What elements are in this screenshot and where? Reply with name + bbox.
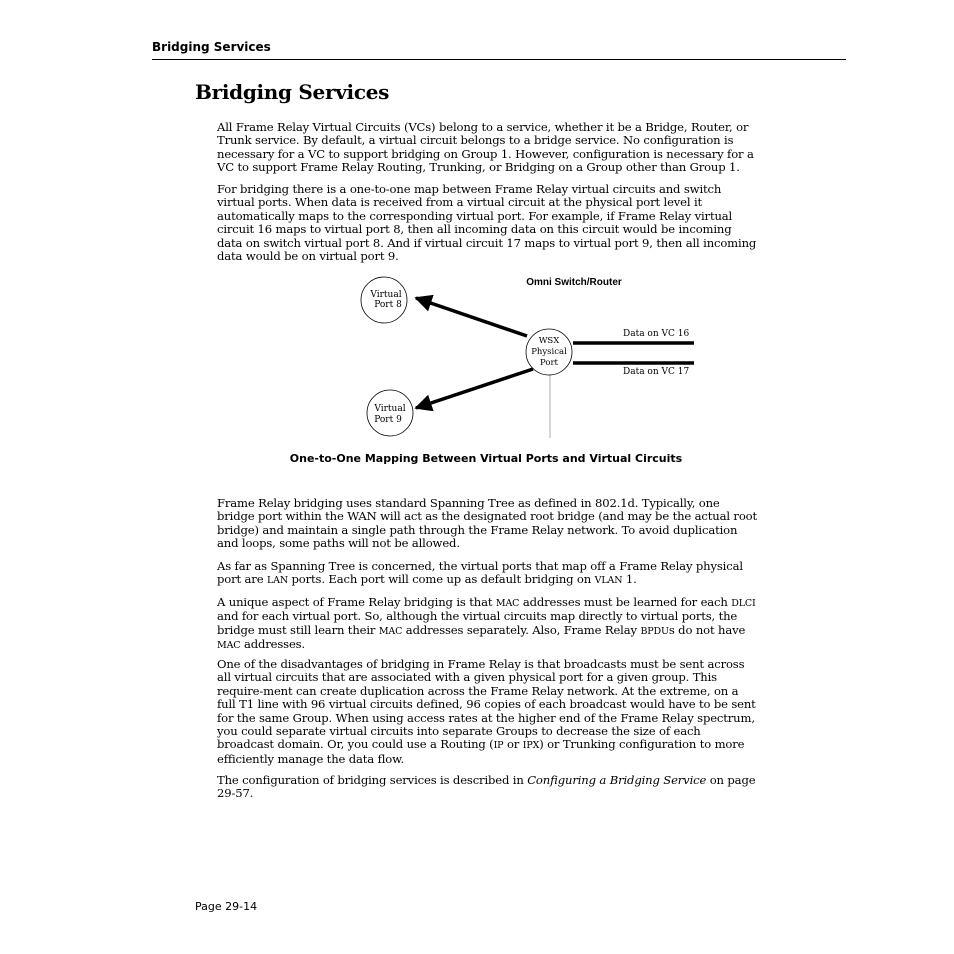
vp8-label-line2: Port 8 <box>374 300 402 310</box>
arrow-to-port-8 <box>416 298 527 336</box>
page-number: Page 29-14 <box>195 900 258 913</box>
wsx-label-line2: Physical <box>531 347 567 357</box>
paragraph-mac-learning: A unique aspect of Frame Relay bridging is that MAC addresses must be learned for each DLCI and for each virtual port. So, although the virtual circuits map directly to virtual ports, the bridge must still learn their MAC addresses separately. Also, Frame Relay BPDUs do not have MAC addresses. <box>217 595 756 652</box>
wsx-label-line1: WSX <box>538 336 560 346</box>
vp9-label-line1: Virtual <box>374 404 406 414</box>
vc17-label: Data on VC 17 <box>623 367 690 377</box>
vc16-label: Data on VC 16 <box>623 329 690 339</box>
switch-label: Omni Switch/Router <box>526 277 622 288</box>
vp8-label-line1: Virtual <box>370 290 402 300</box>
section-title: Bridging Services <box>195 80 390 104</box>
paragraph-one-to-one-map: For bridging there is a one-to-one map between Frame Relay virtual circuits and switch virtual ports. When data is received from a virtual circuit at the physical port level it automatically maps to the corresponding virtual port. For example, if Frame Relay virtual circuit 16 maps to virtual port 8, then all incoming data on this circuit would be incoming data on switch virtual port 8. And if virtual circuit 17 maps to virtual port 9, then all incoming data would be on virtual port 9. <box>217 182 757 264</box>
vp9-label-line2: Port 9 <box>374 415 402 425</box>
wsx-label-line3: Port <box>540 358 558 368</box>
paragraph-configuration-reference: The configuration of bridging services is described in Configuring a Bridging Service on page 29-57. <box>217 773 756 801</box>
running-header: Bridging Services <box>152 40 271 54</box>
figure-caption: One-to-One Mapping Between Virtual Ports and Virtual Circuits <box>289 452 683 465</box>
arrow-to-port-9 <box>416 369 533 408</box>
paragraph-virtual-ports: As far as Spanning Tree is concerned, the virtual ports that map off a Frame Relay physical port are LAN ports. Each port will come up as default bridging on VLAN 1. <box>217 559 743 587</box>
header-rule <box>152 59 846 60</box>
paragraph-spanning-tree: Frame Relay bridging uses standard Spanning Tree as defined in 802.1d. Typically, one bridge port within the WAN will act as the designated root bridge (and may be the actual root bridge) and maintain a single path through the Frame Relay network. To avoid duplication and loops, some paths will not be allowed. <box>217 496 757 551</box>
cross-reference-link[interactable]: Configuring a Bridging Service <box>527 773 707 787</box>
paragraph-vc-services: All Frame Relay Virtual Circuits (VCs) belong to a service, whether it be a Bridge, Router, or Trunk service. By default, a virtual circuit belongs to a bridge service. No configuration is necessary for a VC to support bridging on Group 1. However, configuration is necessary for a VC to support Frame Relay Routing, Trunking, or Bridging on a Group other than Group 1. <box>217 120 754 175</box>
mapping-diagram <box>340 268 720 448</box>
paragraph-broadcasts: One of the disadvantages of bridging in Frame Relay is that broadcasts must be sent across all virtual circuits that are associated with a given physical port for a given group. This require-ment can create duplication across the Frame Relay network. At the extreme, on a full T1 line with 96 virtual circuits defined, 96 copies of each broadcast would have to be sent for the same Group. When using access rates at the higher end of the Frame Relay spectrum, you could separate virtual circuits into separate Groups to decrease the size of each broadcast domain. Or, you could use a Routing (IP or IPX) or Trunking configuration to more efficiently manage the data flow. <box>217 657 756 766</box>
